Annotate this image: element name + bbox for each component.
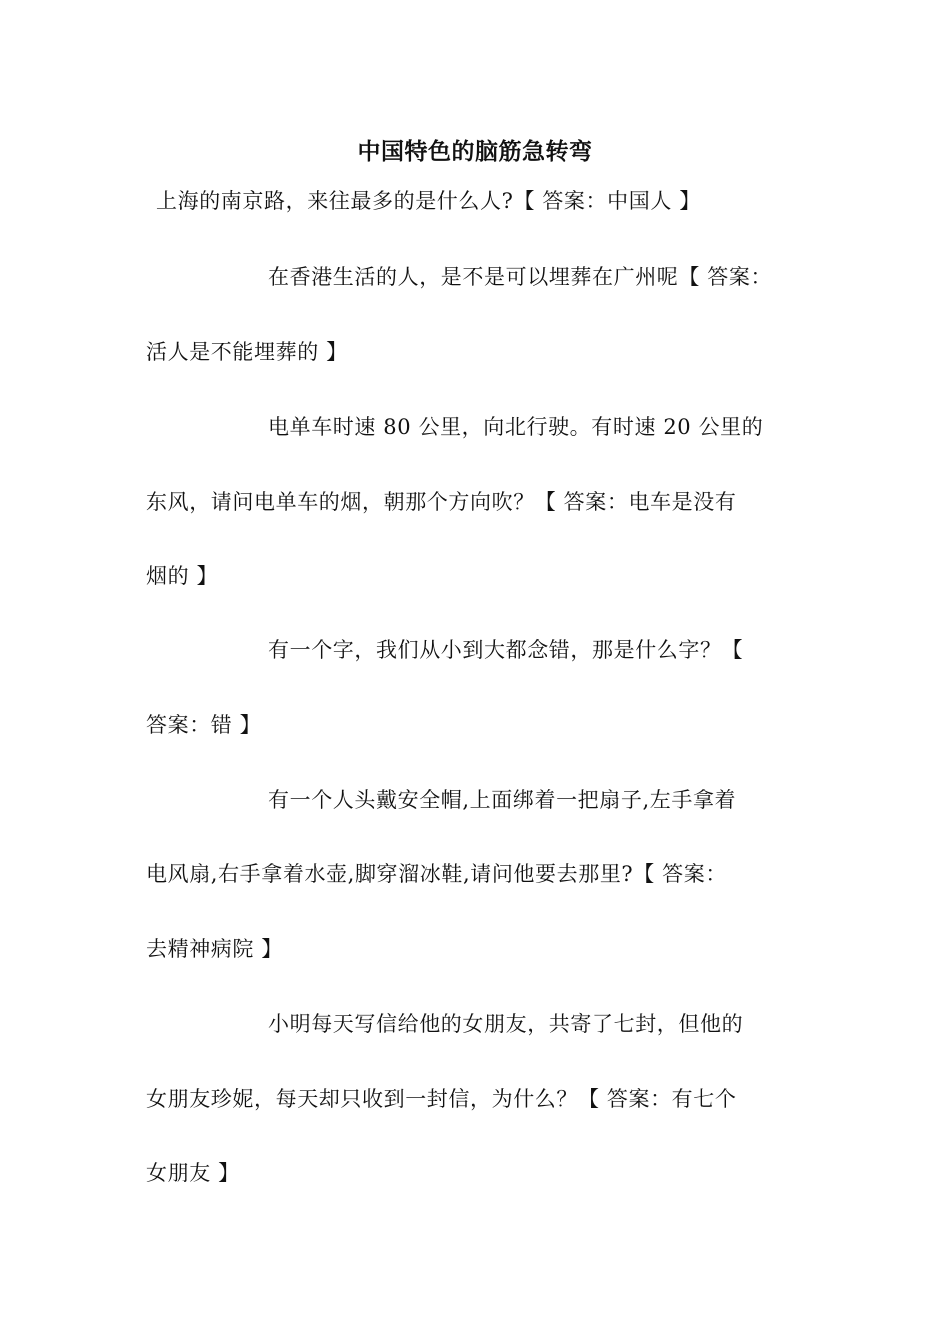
riddle-6-line-1: 小明每天写信给他的女朋友，共寄了七封，但他的 (268, 1012, 744, 1036)
riddle-3-line-1: 电单车时速 80 公里，向北行驶。有时速 20 公里的 (268, 415, 764, 439)
riddle-2-line-1: 在香港生活的人，是不是可以埋葬在广州呢【 答案： (268, 265, 773, 289)
riddle-1-line-1: 上海的南京路，来往最多的是什么人?【 答案：中国人 】 (156, 189, 701, 213)
riddle-3-line-2: 东风，请问电单车的烟，朝那个方向吹？【 答案：电车是没有 (146, 490, 737, 514)
riddle-4-line-1: 有一个字，我们从小到大都念错，那是什么字？【 (268, 638, 744, 662)
riddle-2-line-2: 活人是不能埋葬的 】 (146, 340, 348, 364)
riddle-6-line-3: 女朋友 】 (146, 1161, 240, 1185)
riddle-6-line-2: 女朋友珍妮，每天却只收到一封信，为什么？【 答案：有七个 (146, 1087, 737, 1111)
riddle-5-line-3: 去精神病院 】 (146, 937, 283, 961)
riddle-5-line-2: 电风扇,右手拿着水壶,脚穿溜冰鞋,请问他要去那里?【 答案： (146, 862, 727, 886)
document-title: 中国特色的脑筋急转弯 (357, 138, 593, 165)
riddle-5-line-1: 有一个人头戴安全帽,上面绑着一把扇子,左手拿着 (268, 788, 737, 812)
riddle-3-line-3: 烟的 】 (146, 564, 219, 588)
riddle-4-line-2: 答案：错 】 (146, 713, 262, 737)
